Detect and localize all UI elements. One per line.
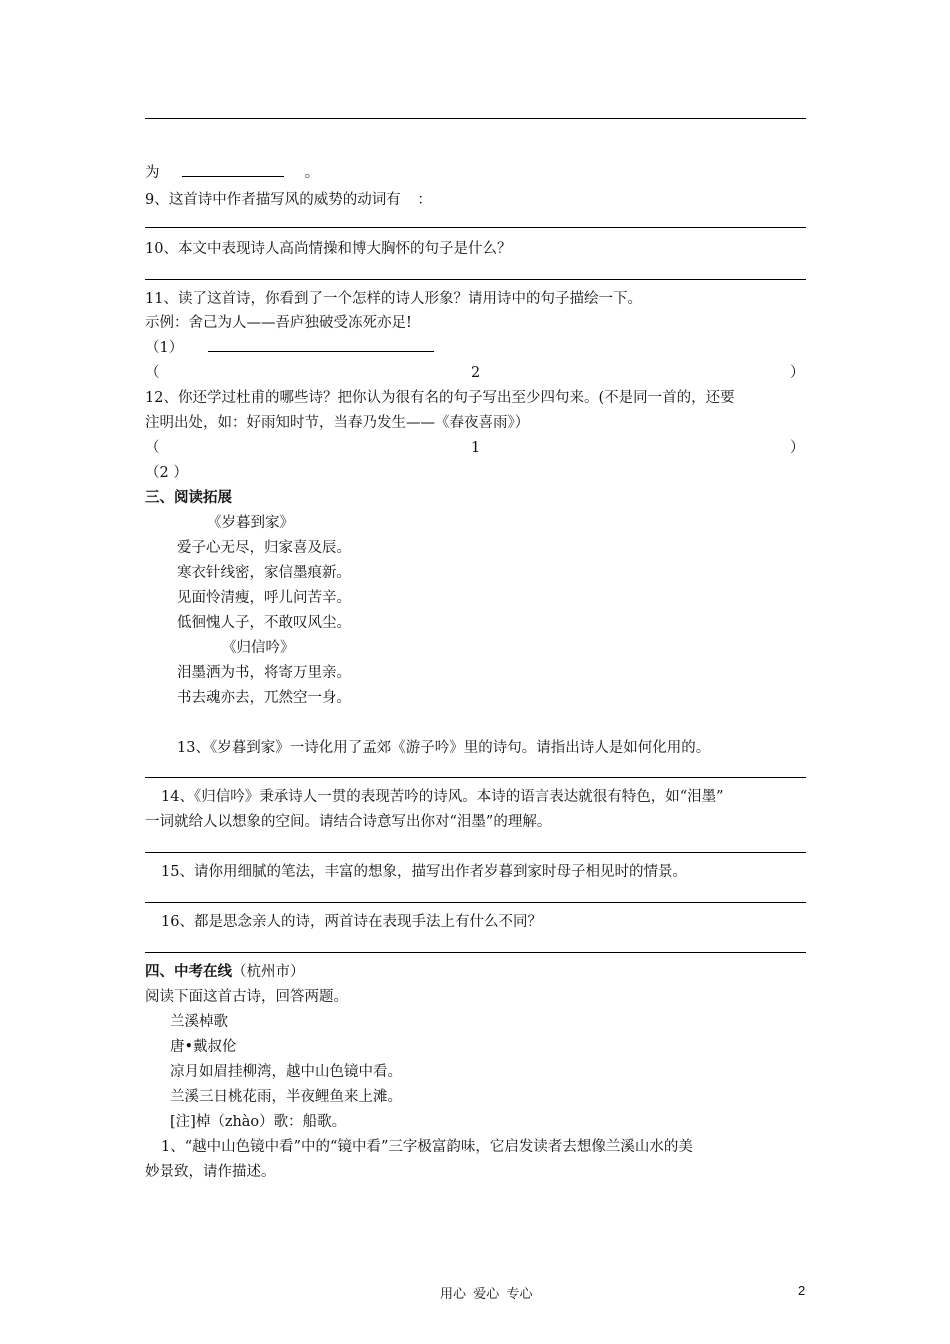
poem-1-line: 寒衣针线密，家信墨痕新。 xyxy=(177,565,351,581)
answer-line xyxy=(145,279,806,280)
question-10: 10、本文中表现诗人高尚情操和博大胸怀的句子是什么？ xyxy=(145,241,512,257)
answer-blank[interactable] xyxy=(208,339,434,352)
answer-row-open: （ xyxy=(145,365,160,381)
question-12-line-1: 12、你还学过杜甫的哪些诗？把你认为很有名的句子写出至少四句来。(不是同一首的，还要 xyxy=(145,390,735,406)
q8-tail: 为 。 xyxy=(145,165,320,181)
poem-1-line: 见面怜清瘦，呼儿问苦辛。 xyxy=(177,590,351,606)
poem-3-line: 兰溪三日桃花雨，半夜鲤鱼来上滩。 xyxy=(170,1089,402,1105)
page-number: 2 xyxy=(798,1283,806,1298)
question-12-item-2: （2 ） xyxy=(145,465,188,481)
answer-line xyxy=(145,902,806,903)
section-4-question-1-line-1: 1、“越中山色镜中看”中的“镜中看”三字极富韵味，它启发读者去想像兰溪山水的美 xyxy=(161,1139,693,1155)
question-11: 11、读了这首诗，你看到了一个怎样的诗人形象？请用诗中的句子描绘一下。 xyxy=(145,291,642,307)
answer-line xyxy=(145,952,806,953)
question-15: 15、请你用细腻的笔法，丰富的想象，描写出作者岁暮到家时母子相见时的情景。 xyxy=(161,864,687,880)
question-11-item-1: （1） xyxy=(145,338,434,358)
answer-line xyxy=(145,118,806,119)
poem-1-line: 低徊愧人子，不敢叹风尘。 xyxy=(177,615,351,631)
poem-2-line: 泪墨洒为书，将寄万里亲。 xyxy=(177,665,351,681)
answer-blank[interactable] xyxy=(182,164,284,177)
question-13: 13、《岁暮到家》一诗化用了孟郊《游子吟》里的诗句。请指出诗人是如何化用的。 xyxy=(177,740,711,756)
poem-3-note: [注]棹（zhào）歌：船歌。 xyxy=(170,1114,347,1130)
question-11-example: 示例：舍己为人——吾庐独破受冻死亦足! xyxy=(145,315,412,331)
question-14-line-1: 14、《归信吟》秉承诗人一贯的表现苦吟的诗风。本诗的语言表达就很有特色，如“泪墨” xyxy=(161,789,724,805)
answer-row-number: 2 xyxy=(471,365,481,381)
poem-3-title: 兰溪棹歌 xyxy=(170,1014,228,1030)
section-4-intro: 阅读下面这首古诗，回答两题。 xyxy=(145,989,348,1005)
poem-3-author: 唐•戴叔伦 xyxy=(170,1039,237,1055)
question-9: 9、这首诗中作者描写风的威势的动词有 ： xyxy=(145,192,432,208)
answer-line xyxy=(145,852,806,853)
question-12-line-2: 注明出处，如：好雨知时节，当春乃发生——《春夜喜雨》） xyxy=(145,415,530,431)
answer-row-close: ） xyxy=(790,365,805,381)
poem-1-line: 爱子心无尽，归家喜及辰。 xyxy=(177,540,351,556)
question-16: 16、都是思念亲人的诗，两首诗在表现手法上有什么不同？ xyxy=(161,914,542,930)
poem-3-line: 凉月如眉挂柳湾，越中山色镜中看。 xyxy=(170,1064,402,1080)
answer-row-open: （ xyxy=(145,440,160,456)
poem-1-title: 《岁暮到家》 xyxy=(207,515,294,531)
answer-line xyxy=(145,777,806,778)
section-4-question-1-line-2: 妙景致，请作描述。 xyxy=(145,1164,276,1180)
footer-motto: 用心 爱心 专心 xyxy=(440,1286,533,1301)
section-3-heading: 三、阅读拓展 xyxy=(145,489,232,506)
section-4-heading: 四、中考在线（杭州市） xyxy=(145,963,305,980)
answer-row-number: 1 xyxy=(471,440,481,456)
question-14-line-2: 一词就给人以想象的空间。请结合诗意写出你对“泪墨”的理解。 xyxy=(145,814,552,830)
poem-2-line: 书去魂亦去，兀然空一身。 xyxy=(177,690,351,706)
poem-2-title: 《归信吟》 xyxy=(222,640,295,656)
answer-line xyxy=(145,227,806,228)
answer-row-close: ） xyxy=(790,440,805,456)
